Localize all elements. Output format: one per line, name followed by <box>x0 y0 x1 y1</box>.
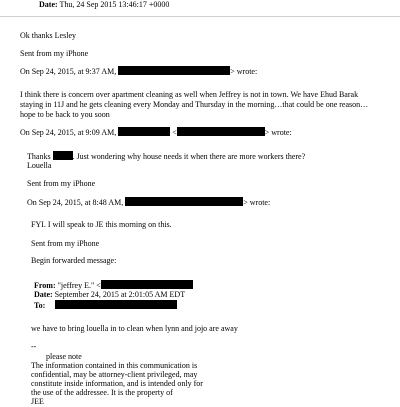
quote-header-text: On Sep 24, 2015, at 8:48 AM, <box>27 198 124 207</box>
quote-header-suffix: > wrote: <box>230 67 258 76</box>
disclaimer-line: constitute inside information, and is intended only for <box>31 379 203 388</box>
date-value: Thu, 24 Sep 2015 13:46:17 +0000 <box>59 0 170 9</box>
body-line: I think there is concern over apartment cleaning as well when Jeffrey is not in town. We have Ehud Barak <box>20 90 359 99</box>
sent-from-iphone: Sent from my iPhone <box>31 239 100 248</box>
sent-from-iphone: Sent from my iPhone <box>20 49 89 58</box>
thanks-rest: . Just wondering why house needs it when there are more workers there? <box>72 152 306 161</box>
redaction-box <box>118 127 170 136</box>
signature: Louella <box>27 161 52 170</box>
header-divider <box>0 16 400 17</box>
redaction-box <box>125 197 243 206</box>
date-value: September 24, 2015 at 2:01:05 AM EDT <box>54 290 186 299</box>
redaction-box <box>53 151 73 160</box>
quote-header-suffix: > wrote: <box>264 128 292 137</box>
thanks-line <box>27 151 305 162</box>
forwarded-message-label: Begin forwarded message: <box>31 256 117 265</box>
redaction-box <box>55 300 177 309</box>
body-line: hope to be back to you soon <box>20 110 110 119</box>
body-line: staying in 11J and he gets cleaning every Monday and Thursday in the morning…that could be one reason… <box>20 100 369 109</box>
please-note: please note <box>46 352 82 361</box>
quote-header-text: On Sep 24, 2015, at 9:37 AM, <box>20 67 117 76</box>
forward-to <box>34 300 177 311</box>
quote-header-2 <box>20 127 292 138</box>
quote-header-suffix: > wrote: <box>243 198 271 207</box>
redaction-box <box>118 66 230 75</box>
disclaimer-line: JEE <box>31 397 44 406</box>
disclaimer-line: confidential, may be attorney-client privileged, may <box>31 370 198 379</box>
to-label: To: <box>34 301 46 310</box>
date-header <box>39 0 169 10</box>
from-label: From: <box>34 281 56 290</box>
date-label: Date: <box>34 290 53 299</box>
angle-bracket: < <box>172 128 177 137</box>
sent-from-iphone: Sent from my iPhone <box>27 179 96 188</box>
quote-header-1 <box>20 66 257 77</box>
disclaimer-line: The information contained in this communication is <box>31 361 198 370</box>
disclaimer-line: the use of the addressee. It is the property of <box>31 388 173 397</box>
reply-line: Ok thanks Lesley <box>20 31 76 40</box>
fyi-line: FYI. I will speak to JE this morning on this. <box>31 220 172 229</box>
quote-header-3 <box>27 197 270 208</box>
thanks-word: Thanks <box>27 152 51 161</box>
redaction-box <box>101 280 193 289</box>
from-value: "jeffrey E." < <box>57 281 101 290</box>
quote-header-text: On Sep 24, 2015, at 9:09 AM, <box>20 128 117 137</box>
date-label: Date: <box>39 0 58 9</box>
redaction-box <box>177 127 265 136</box>
signature-separator: -- <box>31 342 37 351</box>
forward-date <box>34 290 185 300</box>
email-body-line: we have to bring louella in to clean when lynn and jojo are away <box>31 324 238 333</box>
